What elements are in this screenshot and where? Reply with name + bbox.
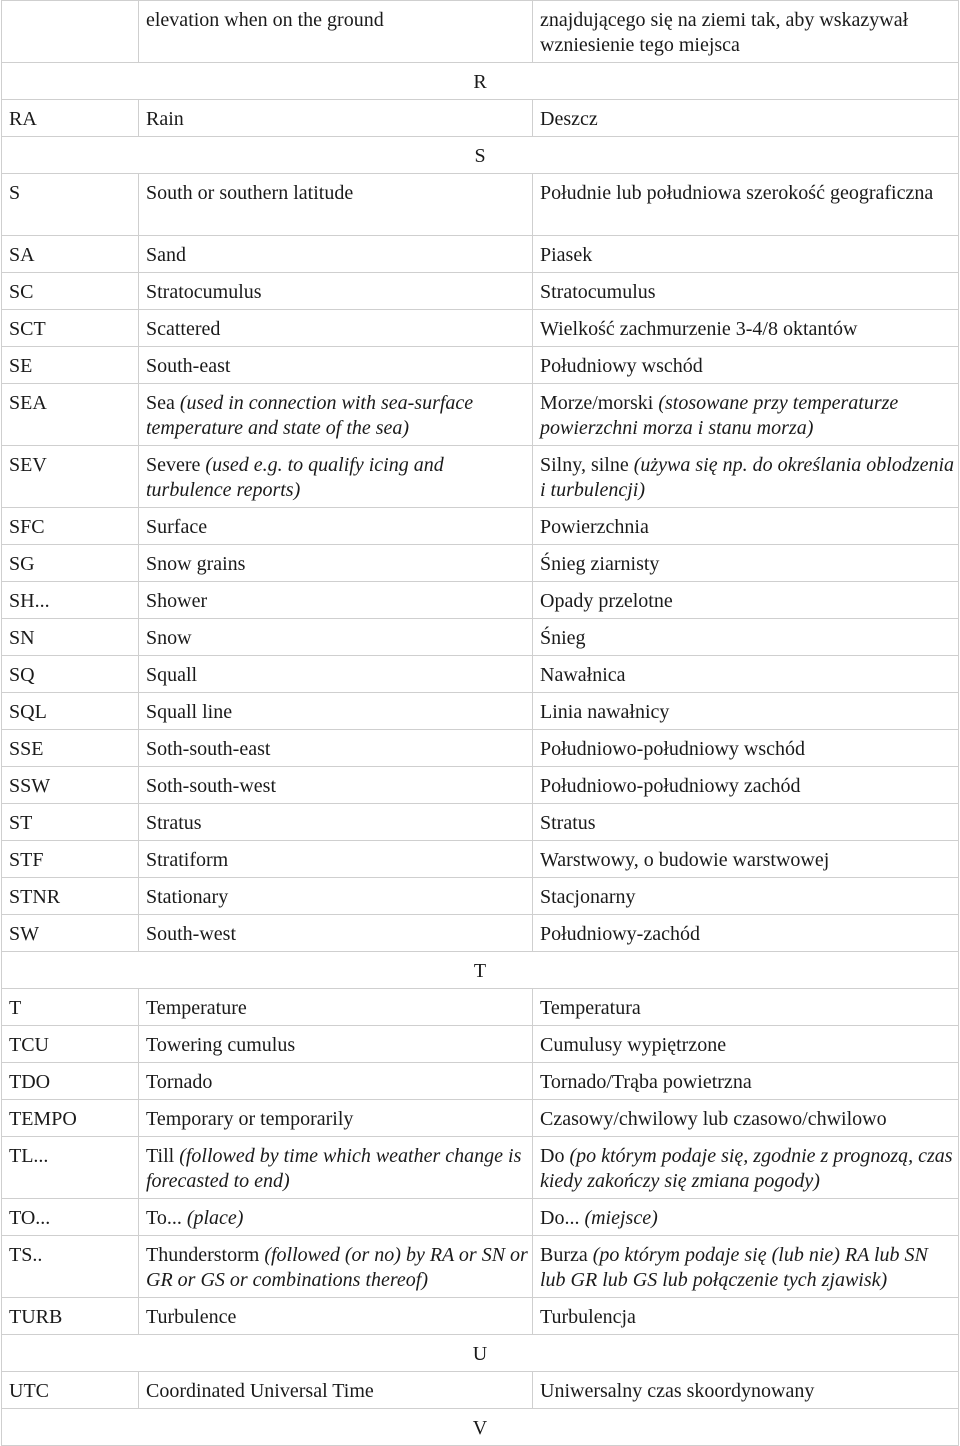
abbreviation-code: SSW (2, 767, 139, 804)
polish-term: Południowy-zachód (540, 923, 700, 945)
english-meaning (139, 656, 533, 693)
english-term: Temporary or temporarily (146, 1108, 354, 1130)
polish-meaning (533, 656, 959, 693)
polish-term: Nawałnica (540, 664, 626, 686)
abbreviation-code (2, 1, 139, 63)
polish-meaning (533, 1, 959, 63)
table-row (2, 347, 959, 384)
english-meaning (139, 347, 533, 384)
polish-meaning (533, 236, 959, 273)
polish-term: Silny, silne (540, 454, 629, 476)
polish-term: Powierzchnia (540, 516, 649, 538)
english-meaning (139, 582, 533, 619)
abbreviation-code: SA (2, 236, 139, 273)
table-row (2, 446, 959, 508)
abbreviation-code: SEV (2, 446, 139, 508)
english-meaning (139, 273, 533, 310)
english-term: Turbulence (146, 1306, 237, 1328)
english-term: Soth-south-west (146, 775, 276, 797)
english-meaning (139, 1100, 533, 1137)
english-note: (followed by time which weather change is forecasted to end) (146, 1145, 522, 1192)
table-row (2, 1026, 959, 1063)
english-meaning (139, 100, 533, 137)
abbreviation-code: SQL (2, 693, 139, 730)
polish-term: Południowy wschód (540, 355, 703, 377)
polish-meaning (533, 841, 959, 878)
english-meaning (139, 693, 533, 730)
english-meaning (139, 1026, 533, 1063)
table-row (2, 384, 959, 446)
polish-term: Stacjonarny (540, 886, 636, 908)
polish-meaning (533, 915, 959, 952)
polish-meaning (533, 347, 959, 384)
english-meaning (139, 878, 533, 915)
table-row (2, 100, 959, 137)
english-term: Temperature (146, 997, 247, 1019)
polish-term: Południe lub południowa szerokość geograficzna (540, 182, 934, 204)
polish-note: (stosowane przy temperaturze powierzchni morza i stanu morza) (540, 392, 899, 439)
polish-meaning (533, 1026, 959, 1063)
polish-meaning (533, 767, 959, 804)
polish-meaning (533, 1298, 959, 1335)
polish-meaning (533, 1063, 959, 1100)
polish-meaning (533, 804, 959, 841)
abbreviation-code: STF (2, 841, 139, 878)
section-row (2, 1409, 959, 1446)
english-note: (place) (186, 1207, 244, 1229)
abbreviation-code: SSE (2, 730, 139, 767)
abbreviation-code: SG (2, 545, 139, 582)
english-term: Soth-south-east (146, 738, 271, 760)
english-note: (used e.g. to qualify icing and turbulence reports) (146, 454, 444, 501)
polish-meaning (533, 1199, 959, 1236)
abbreviation-code: STNR (2, 878, 139, 915)
abbreviation-code: SQ (2, 656, 139, 693)
english-meaning (139, 1372, 533, 1409)
polish-meaning (533, 384, 959, 446)
abbreviation-code: SE (2, 347, 139, 384)
polish-term: Tornado/Trąba powietrzna (540, 1071, 752, 1093)
polish-meaning (533, 1372, 959, 1409)
section-row (2, 952, 959, 989)
english-term: To... (146, 1207, 182, 1229)
polish-meaning (533, 100, 959, 137)
polish-meaning (533, 693, 959, 730)
table-row (2, 989, 959, 1026)
english-meaning (139, 804, 533, 841)
english-term: South or southern latitude (146, 182, 354, 204)
english-term: Coordinated Universal Time (146, 1380, 374, 1402)
abbreviation-code: T (2, 989, 139, 1026)
section-letter: U (2, 1335, 959, 1372)
polish-meaning (533, 273, 959, 310)
polish-term: Deszcz (540, 108, 598, 130)
table-row (2, 878, 959, 915)
english-meaning (139, 384, 533, 446)
abbreviation-code: SC (2, 273, 139, 310)
abbreviation-code: TDO (2, 1063, 139, 1100)
polish-term: Uniwersalny czas skoordynowany (540, 1380, 815, 1402)
abbreviation-code: ST (2, 804, 139, 841)
abbreviation-code: TURB (2, 1298, 139, 1335)
section-row (2, 137, 959, 174)
polish-term: Warstwowy, o budowie warstwowej (540, 849, 830, 871)
polish-term: Stratocumulus (540, 281, 656, 303)
abbreviation-code: TEMPO (2, 1100, 139, 1137)
table-row (2, 1236, 959, 1298)
table-row (2, 693, 959, 730)
table-row (2, 1372, 959, 1409)
polish-note: (po którym podaje się, zgodnie z prognozą, czas kiedy zakończy się zmiana pogody) (540, 1145, 953, 1192)
polish-note: (po którym podaje się (lub nie) RA lub SN lub GR lub GS lub połączenie tych zjawisk) (540, 1244, 928, 1291)
table-row (2, 730, 959, 767)
english-meaning (139, 730, 533, 767)
english-term: Till (146, 1145, 175, 1167)
abbreviation-code: SW (2, 915, 139, 952)
polish-meaning (533, 730, 959, 767)
table-row (2, 841, 959, 878)
section-row (2, 1335, 959, 1372)
table-row (2, 236, 959, 273)
polish-term: Temperatura (540, 997, 641, 1019)
abbreviation-code: TO... (2, 1199, 139, 1236)
table-row (2, 174, 959, 236)
polish-note: (używa się np. do określania oblodzenia i turbulencji) (540, 454, 955, 501)
polish-meaning (533, 619, 959, 656)
table-row (2, 915, 959, 952)
english-meaning (139, 989, 533, 1026)
polish-meaning (533, 508, 959, 545)
english-term: Shower (146, 590, 208, 612)
english-term: South-east (146, 355, 231, 377)
polish-meaning (533, 1137, 959, 1199)
english-meaning (139, 915, 533, 952)
polish-term: Do (540, 1145, 565, 1167)
english-meaning (139, 841, 533, 878)
abbreviation-code: RA (2, 100, 139, 137)
english-term: elevation when on the ground (146, 9, 384, 31)
table-row (2, 582, 959, 619)
english-term: Sea (146, 392, 175, 414)
polish-term: Wielkość zachmurzenie 3-4/8 oktantów (540, 318, 858, 340)
english-meaning (139, 1298, 533, 1335)
polish-term: Morze/morski (540, 392, 654, 414)
table-row (2, 1199, 959, 1236)
polish-meaning (533, 446, 959, 508)
abbreviation-code: SN (2, 619, 139, 656)
english-term: Tornado (146, 1071, 213, 1093)
english-note: (used in connection with sea-surface temperature and state of the sea) (146, 392, 474, 439)
english-term: Stratocumulus (146, 281, 262, 303)
section-letter: T (2, 952, 959, 989)
english-term: Sand (146, 244, 186, 266)
section-letter: S (2, 137, 959, 174)
english-meaning (139, 508, 533, 545)
english-meaning (139, 619, 533, 656)
english-term: Thunderstorm (146, 1244, 260, 1266)
english-meaning (139, 174, 533, 236)
english-term: Snow (146, 627, 192, 649)
section-row (2, 63, 959, 100)
english-term: Stationary (146, 886, 229, 908)
polish-term: Opady przelotne (540, 590, 673, 612)
english-note: (followed (or no) by RA or SN or GR or GS or combinations thereof) (146, 1244, 528, 1291)
polish-meaning (533, 174, 959, 236)
polish-term: Linia nawałnicy (540, 701, 670, 723)
polish-term: Śnieg (540, 627, 586, 649)
english-meaning (139, 1, 533, 63)
english-term: Stratiform (146, 849, 229, 871)
polish-term: Piasek (540, 244, 593, 266)
polish-term: Turbulencja (540, 1306, 636, 1328)
table-row (2, 1063, 959, 1100)
english-meaning (139, 1063, 533, 1100)
polish-meaning (533, 1236, 959, 1298)
abbreviation-code: SEA (2, 384, 139, 446)
english-term: Towering cumulus (146, 1034, 296, 1056)
english-meaning (139, 767, 533, 804)
polish-term: Do... (540, 1207, 580, 1229)
abbreviation-code: TL... (2, 1137, 139, 1199)
polish-meaning (533, 545, 959, 582)
english-term: South-west (146, 923, 236, 945)
english-term: Surface (146, 516, 208, 538)
english-term: Scattered (146, 318, 221, 340)
english-term: Severe (146, 454, 201, 476)
abbreviation-code: TS.. (2, 1236, 139, 1298)
polish-term: Cumulusy wypiętrzone (540, 1034, 727, 1056)
abbreviation-code: SFC (2, 508, 139, 545)
polish-term: Południowo-południowy wschód (540, 738, 805, 760)
english-meaning (139, 1137, 533, 1199)
abbreviation-code: TCU (2, 1026, 139, 1063)
table-row (2, 310, 959, 347)
english-term: Squall line (146, 701, 233, 723)
polish-meaning (533, 1100, 959, 1137)
table-row (2, 508, 959, 545)
table-row (2, 1298, 959, 1335)
english-term: Squall (146, 664, 198, 686)
table-row (2, 656, 959, 693)
table-row (2, 1100, 959, 1137)
section-letter: V (2, 1409, 959, 1446)
table-row (2, 767, 959, 804)
polish-meaning (533, 878, 959, 915)
abbreviation-code: SH... (2, 582, 139, 619)
table-row (2, 273, 959, 310)
table-row (2, 1137, 959, 1199)
english-meaning (139, 1236, 533, 1298)
polish-term: Czasowy/chwilowy lub czasowo/chwilowo (540, 1108, 887, 1130)
polish-meaning (533, 582, 959, 619)
english-term: Rain (146, 108, 184, 130)
english-meaning (139, 236, 533, 273)
english-term: Snow grains (146, 553, 246, 575)
polish-term: Burza (540, 1244, 588, 1266)
english-term: Stratus (146, 812, 202, 834)
abbreviation-code: S (2, 174, 139, 236)
table-row (2, 545, 959, 582)
abbreviation-code: UTC (2, 1372, 139, 1409)
abbreviation-code: SCT (2, 310, 139, 347)
english-meaning (139, 310, 533, 347)
table-row (2, 804, 959, 841)
english-meaning (139, 446, 533, 508)
table-row (2, 1, 959, 63)
polish-term: Śnieg ziarnisty (540, 553, 660, 575)
english-meaning (139, 1199, 533, 1236)
polish-meaning (533, 310, 959, 347)
section-letter: R (2, 63, 959, 100)
polish-meaning (533, 989, 959, 1026)
english-meaning (139, 545, 533, 582)
polish-note: (miejsce) (584, 1207, 658, 1229)
polish-term: Południowo-południowy zachód (540, 775, 801, 797)
polish-term: Stratus (540, 812, 596, 834)
table-row (2, 619, 959, 656)
abbreviations-table (1, 0, 959, 1446)
polish-term: znajdującego się na ziemi tak, aby wskazywał wzniesienie tego miejsca (540, 9, 909, 56)
abbreviations-table-body (2, 1, 959, 1446)
